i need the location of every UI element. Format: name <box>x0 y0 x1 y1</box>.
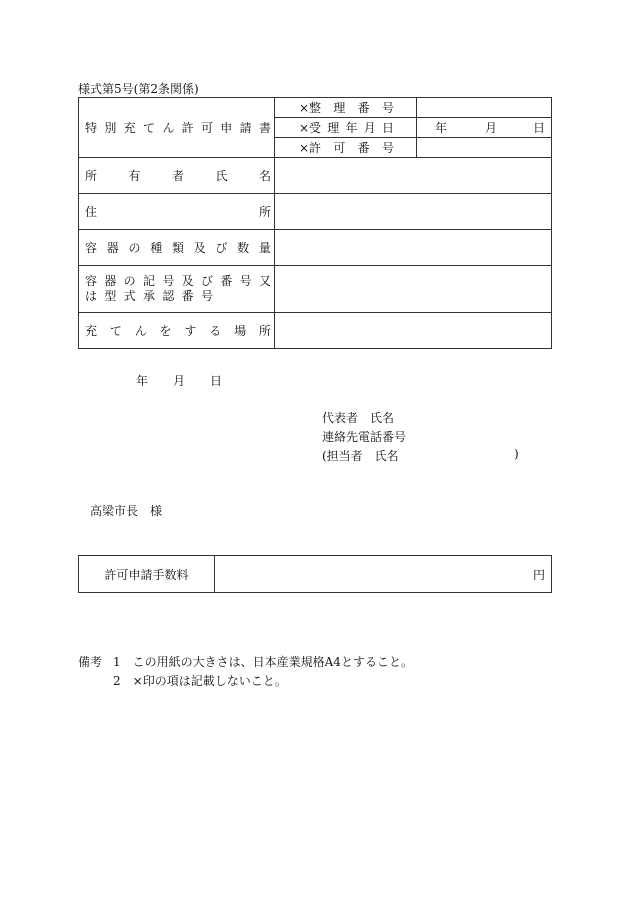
label-char: 名 <box>258 169 271 183</box>
filling-place-label-cell <box>79 313 275 349</box>
label-char: 申 <box>220 121 233 135</box>
note-2 <box>113 672 287 689</box>
owner-name-value[interactable] <box>275 158 552 194</box>
label-char: 号 <box>381 101 394 115</box>
label-char: 種 <box>150 241 163 255</box>
phone-label: 連絡先電話番号 <box>322 430 407 444</box>
label-char: 理 <box>327 121 340 135</box>
filling-place-label <box>85 322 271 339</box>
fee-value[interactable] <box>215 556 552 593</box>
label-char: び <box>200 274 213 288</box>
label-char: 住 <box>85 205 98 219</box>
fee-unit: 円 <box>532 567 545 582</box>
label-char: 所 <box>258 324 271 338</box>
label-char: 所 <box>85 169 98 183</box>
receipt-date-value[interactable] <box>417 118 552 138</box>
label-char: て <box>142 121 155 135</box>
container-type-value[interactable] <box>275 230 552 266</box>
label-char: 請 <box>239 121 252 135</box>
label-char: 特 <box>85 121 98 135</box>
label-char: 号 <box>200 289 213 303</box>
container-mark-label <box>85 274 274 304</box>
owner-name-label <box>85 167 271 184</box>
label-char: 号 <box>162 274 175 288</box>
label-char: は <box>85 289 98 303</box>
label-char: 番 <box>357 101 370 115</box>
label-char: て <box>109 324 122 338</box>
admin-label-ref-no <box>275 99 416 116</box>
contact-person-label: (担当者 氏名 <box>322 449 399 463</box>
label-char: 日 <box>381 121 394 135</box>
label-char: 番 <box>220 274 233 288</box>
label-char: び <box>215 241 228 255</box>
application-year-label: 年 <box>136 374 149 388</box>
label-char: を <box>159 324 172 338</box>
container-mark-value[interactable] <box>275 266 552 313</box>
label-char: の <box>123 274 136 288</box>
label-char: 器 <box>104 274 117 288</box>
container-mark-label-cell <box>79 266 275 313</box>
label-char: 又 <box>258 274 271 288</box>
label-char: ん <box>134 324 147 338</box>
note-1-number: 1 <box>113 655 121 669</box>
receipt-year-label: 年 <box>434 121 447 135</box>
form-title-cell <box>79 98 275 158</box>
label-char: す <box>184 324 197 338</box>
label-char: 容 <box>85 274 98 288</box>
label-char: 号 <box>239 274 252 288</box>
contact-person-close: ) <box>514 447 519 461</box>
application-date <box>136 372 222 389</box>
label-char: 記 <box>142 274 155 288</box>
admin-label-cell <box>275 118 417 138</box>
address-label <box>85 203 271 220</box>
label-char: る <box>209 324 222 338</box>
filling-place-value[interactable] <box>275 313 552 349</box>
label-char: 者 <box>171 169 184 183</box>
admin-label-permit-no <box>275 139 416 156</box>
label-char: 号 <box>381 141 394 155</box>
label-char: 年 <box>345 121 358 135</box>
label-char: 量 <box>258 241 271 255</box>
label-char: ×許 <box>299 141 322 155</box>
label-char: 番 <box>181 289 194 303</box>
label-char: 充 <box>123 121 136 135</box>
application-table <box>78 97 552 349</box>
label-char: ん <box>162 121 175 135</box>
receipt-month-label: 月 <box>484 121 497 135</box>
container-type-label-cell <box>79 230 275 266</box>
label-char: 充 <box>85 324 98 338</box>
label-char: 番 <box>357 141 370 155</box>
admin-label-cell <box>275 98 417 118</box>
label-char: 認 <box>162 289 175 303</box>
addressee: 高梁市長 様 <box>90 504 163 518</box>
permit-no-value[interactable] <box>417 138 552 158</box>
admin-label-receipt-date <box>275 119 416 136</box>
fee-table <box>78 555 552 593</box>
label-char: 器 <box>106 241 119 255</box>
owner-name-label-cell <box>79 158 275 194</box>
fee-label: 許可申請手数料 <box>104 567 189 582</box>
receipt-day-label: 日 <box>532 121 545 135</box>
label-char: 理 <box>333 101 346 115</box>
label-char: ×受 <box>299 121 322 135</box>
container-type-label <box>85 239 271 256</box>
label-char: 場 <box>234 324 247 338</box>
form-number: 様式第5号(第2条関係) <box>78 82 199 96</box>
label-char: 数 <box>237 241 250 255</box>
label-char: 型 <box>104 289 117 303</box>
note-1-text: この用紙の大きさは、日本産業規格A4とすること。 <box>132 655 413 669</box>
application-month-label: 月 <box>173 374 186 388</box>
label-char: 許 <box>181 121 194 135</box>
label-char: ×整 <box>299 101 322 115</box>
address-value[interactable] <box>275 194 552 230</box>
application-day-label: 日 <box>210 374 223 388</box>
label-char: 別 <box>104 121 117 135</box>
label-char: 承 <box>142 289 155 303</box>
label-char: 式 <box>123 289 136 303</box>
label-char: 書 <box>258 121 271 135</box>
fee-label-cell <box>79 556 215 593</box>
admin-label-cell <box>275 138 417 158</box>
note-2-number: 2 <box>113 674 121 688</box>
address-label-cell <box>79 194 275 230</box>
label-char: 及 <box>193 241 206 255</box>
label-char: 可 <box>333 141 346 155</box>
label-char: 類 <box>171 241 184 255</box>
label-char: 月 <box>363 121 376 135</box>
note-2-text: ×印の項は記載しないこと。 <box>132 674 287 688</box>
label-char: 氏 <box>215 169 228 183</box>
representative-label: 代表者 氏名 <box>322 411 395 425</box>
label-char: 所 <box>258 205 271 219</box>
label-char: の <box>128 241 141 255</box>
form-title <box>85 119 271 136</box>
notes-heading: 備考 <box>78 655 103 669</box>
label-char: 可 <box>200 121 213 135</box>
label-char: 容 <box>85 241 98 255</box>
ref-no-value[interactable] <box>417 98 552 118</box>
label-char: 有 <box>128 169 141 183</box>
label-char: 及 <box>181 274 194 288</box>
note-1 <box>113 653 413 670</box>
